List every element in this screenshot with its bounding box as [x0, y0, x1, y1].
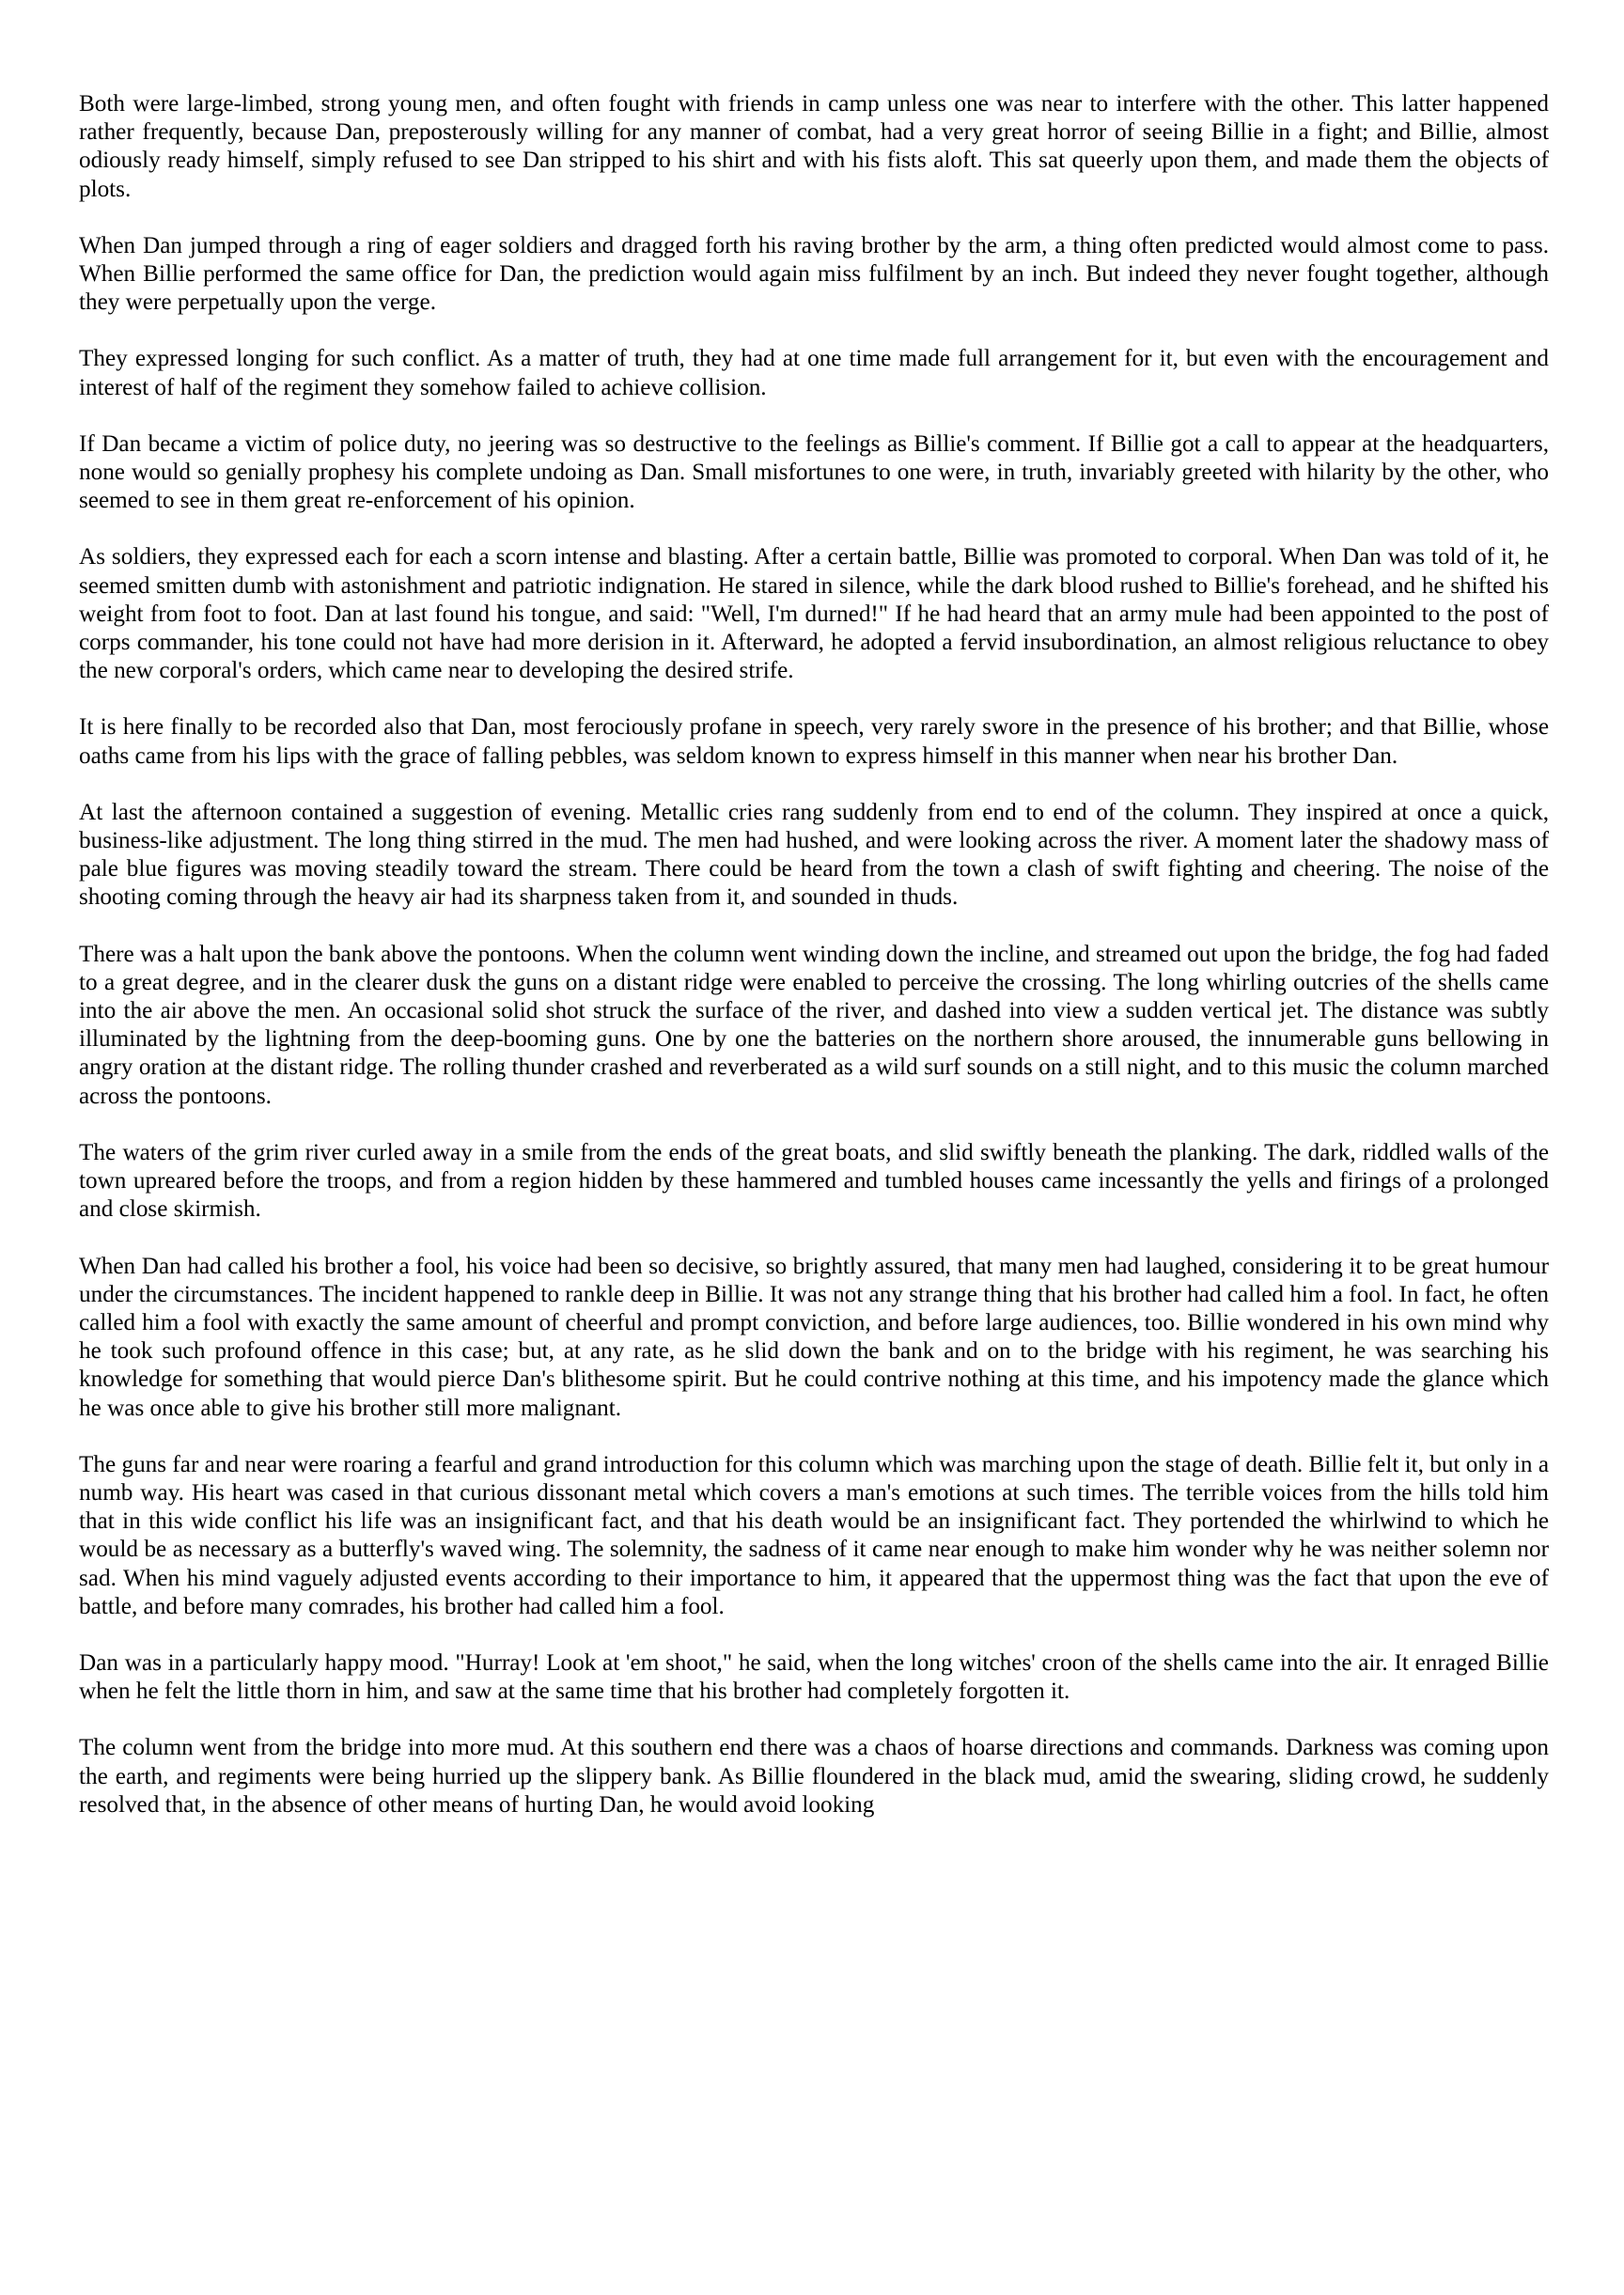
paragraph: The guns far and near were roaring a fearful and grand introduction for this column which was marching upon the stage of death. Billie felt it, but only in a numb way. His heart was cased in that curious dissonant metal which covers a man's emotions at such times. The terrible voices from the hills told him that in this wide conflict his life was an insignificant fact, and that his death would be an insignificant fact. They portended the whirlwind to which he would be as necessary as a butterfly's waved wing. The solemnity, the sadness of it came near enough to make him wonder why he was neither solemn nor sad. When his mind vaguely adjusted events according to their importance to him, it appeared that the uppermost thing was the fact that upon the eve of battle, and before many comrades, his brother had called him a fool. — [79, 1451, 1549, 1619]
paragraph: It is here finally to be recorded also that Dan, most ferociously profane in speech, very rarely swore in the presence of his brother; and that Billie, whose oaths came from his lips with the grace of falling pebbles, was seldom known to express himself in this manner when near his brother Dan. — [79, 714, 1549, 769]
paragraph: There was a halt upon the bank above the pontoons. When the column went winding down the incline, and streamed out upon the bridge, the fog had faded to a great degree, and in the clearer dusk the guns on a distant ridge were enabled to perceive the crossing. The long whirling outcries of the shells came into the air above the men. An occasional solid shot struck the surface of the river, and dashed into view a sudden vertical jet. The distance was subtly illuminated by the lightning from the deep-booming guns. One by one the batteries on the northern shore aroused, the innumerable guns bellowing in angry oration at the distant ridge. The rolling thunder crashed and reverberated as a wild surf sounds on a still night, and to this music the column marched across the pontoons. — [79, 941, 1549, 1109]
paragraph: If Dan became a victim of police duty, no jeering was so destructive to the feelings as Billie's comment. If Billie got a call to appear at the headquarters, none would so genially prophesy his complete undoing as Dan. Small misfortunes to one were, in truth, invariably greeted with hilarity by the other, who seemed to see in them great re-enforcement of his opinion. — [79, 430, 1549, 514]
paragraph: As soldiers, they expressed each for each a scorn intense and blasting. After a certain battle, Billie was promoted to corporal. When Dan was told of it, he seemed smitten dumb with astonishment and patriotic indignation. He stared in silence, while the dark blood rushed to Billie's forehead, and he shifted his weight from foot to foot. Dan at last found his tongue, and said: "Well, I'm durned!" If he had heard that an army mule had been appointed to the post of corps commander, his tone could not have had more derision in it. Afterward, he adopted a fervid insubordination, an almost religious reluctance to obey the new corporal's orders, which came near to developing the desired strife. — [79, 544, 1549, 684]
paragraph: They expressed longing for such conflict. As a matter of truth, they had at one time made full arrangement for it, but even with the encouragement and interest of half of the regiment they somehow failed to achieve collision. — [79, 346, 1549, 400]
paragraph: When Dan jumped through a ring of eager soldiers and dragged forth his raving brother by the arm, a thing often predicted would almost come to pass. When Billie performed the same office for Dan, the prediction would again miss fulfilment by an inch. But indeed they never fought together, although they were perpetually upon the verge. — [79, 232, 1549, 316]
paragraph: The waters of the grim river curled away in a smile from the ends of the great boats, and slid swiftly beneath the planking. The dark, riddled walls of the town upreared before the troops, and from a region hidden by these hammered and tumbled houses came incessantly the yells and firings of a prolonged and close skirmish. — [79, 1139, 1549, 1223]
paragraph: Dan was in a particularly happy mood. "Hurray! Look at 'em shoot," he said, when the long witches' croon of the shells came into the air. It enraged Billie when he felt the little thorn in him, and saw at the same time that his brother had completely forgotten it. — [79, 1649, 1549, 1705]
paragraph: The column went from the bridge into more mud. At this southern end there was a chaos of hoarse directions and commands. Darkness was coming upon the earth, and regiments were being hurried up the slippery bank. As Billie floundered in the black mud, amid the swearing, sliding crowd, he suddenly resolved that, in the absence of other means of hurting Dan, he would avoid looking — [79, 1735, 1549, 1818]
paragraph: At last the afternoon contained a suggestion of evening. Metallic cries rang suddenly from end to end of the column. They inspired at once a quick, business-like adjustment. The long thing stirred in the mud. The men had hushed, and were looking across the river. A moment later the shadowy mass of pale blue figures was moving steadily toward the stream. There could be heard from the town a clash of swift fighting and cheering. The noise of the shooting coming through the heavy air had its sharpness taken from it, and sounded in thuds. — [79, 799, 1549, 911]
paragraph: Both were large-limbed, strong young men, and often fought with friends in camp unless one was near to interfere with the other. This latter happened rather frequently, because Dan, preposterously willing for any manner of combat, had a very great horror of seeing Billie in a fight; and Billie, almost odiously ready himself, simply refused to see Dan stripped to his shirt and with his fists aloft. This sat queerly upon them, and made them the objects of plots. — [79, 91, 1549, 202]
paragraph: When Dan had called his brother a fool, his voice had been so decisive, so brightly assured, that many men had laughed, considering it to be great humour under the circumstances. The incident happened to rankle deep in Billie. It was not any strange thing that his brother had called him a fool. In fact, he often called him a fool with exactly the same amount of cheerful and prompt conviction, and before large audiences, too. Billie wondered in his own mind why he took such profound offence in this case; but, at any rate, as he slid down the bank and on to the bridge with his regiment, he was searching his knowledge for something that would pierce Dan's blithesome spirit. But he could contrive nothing at this time, and his impotency made the glance which he was once able to give his brother still more malignant. — [79, 1253, 1549, 1421]
